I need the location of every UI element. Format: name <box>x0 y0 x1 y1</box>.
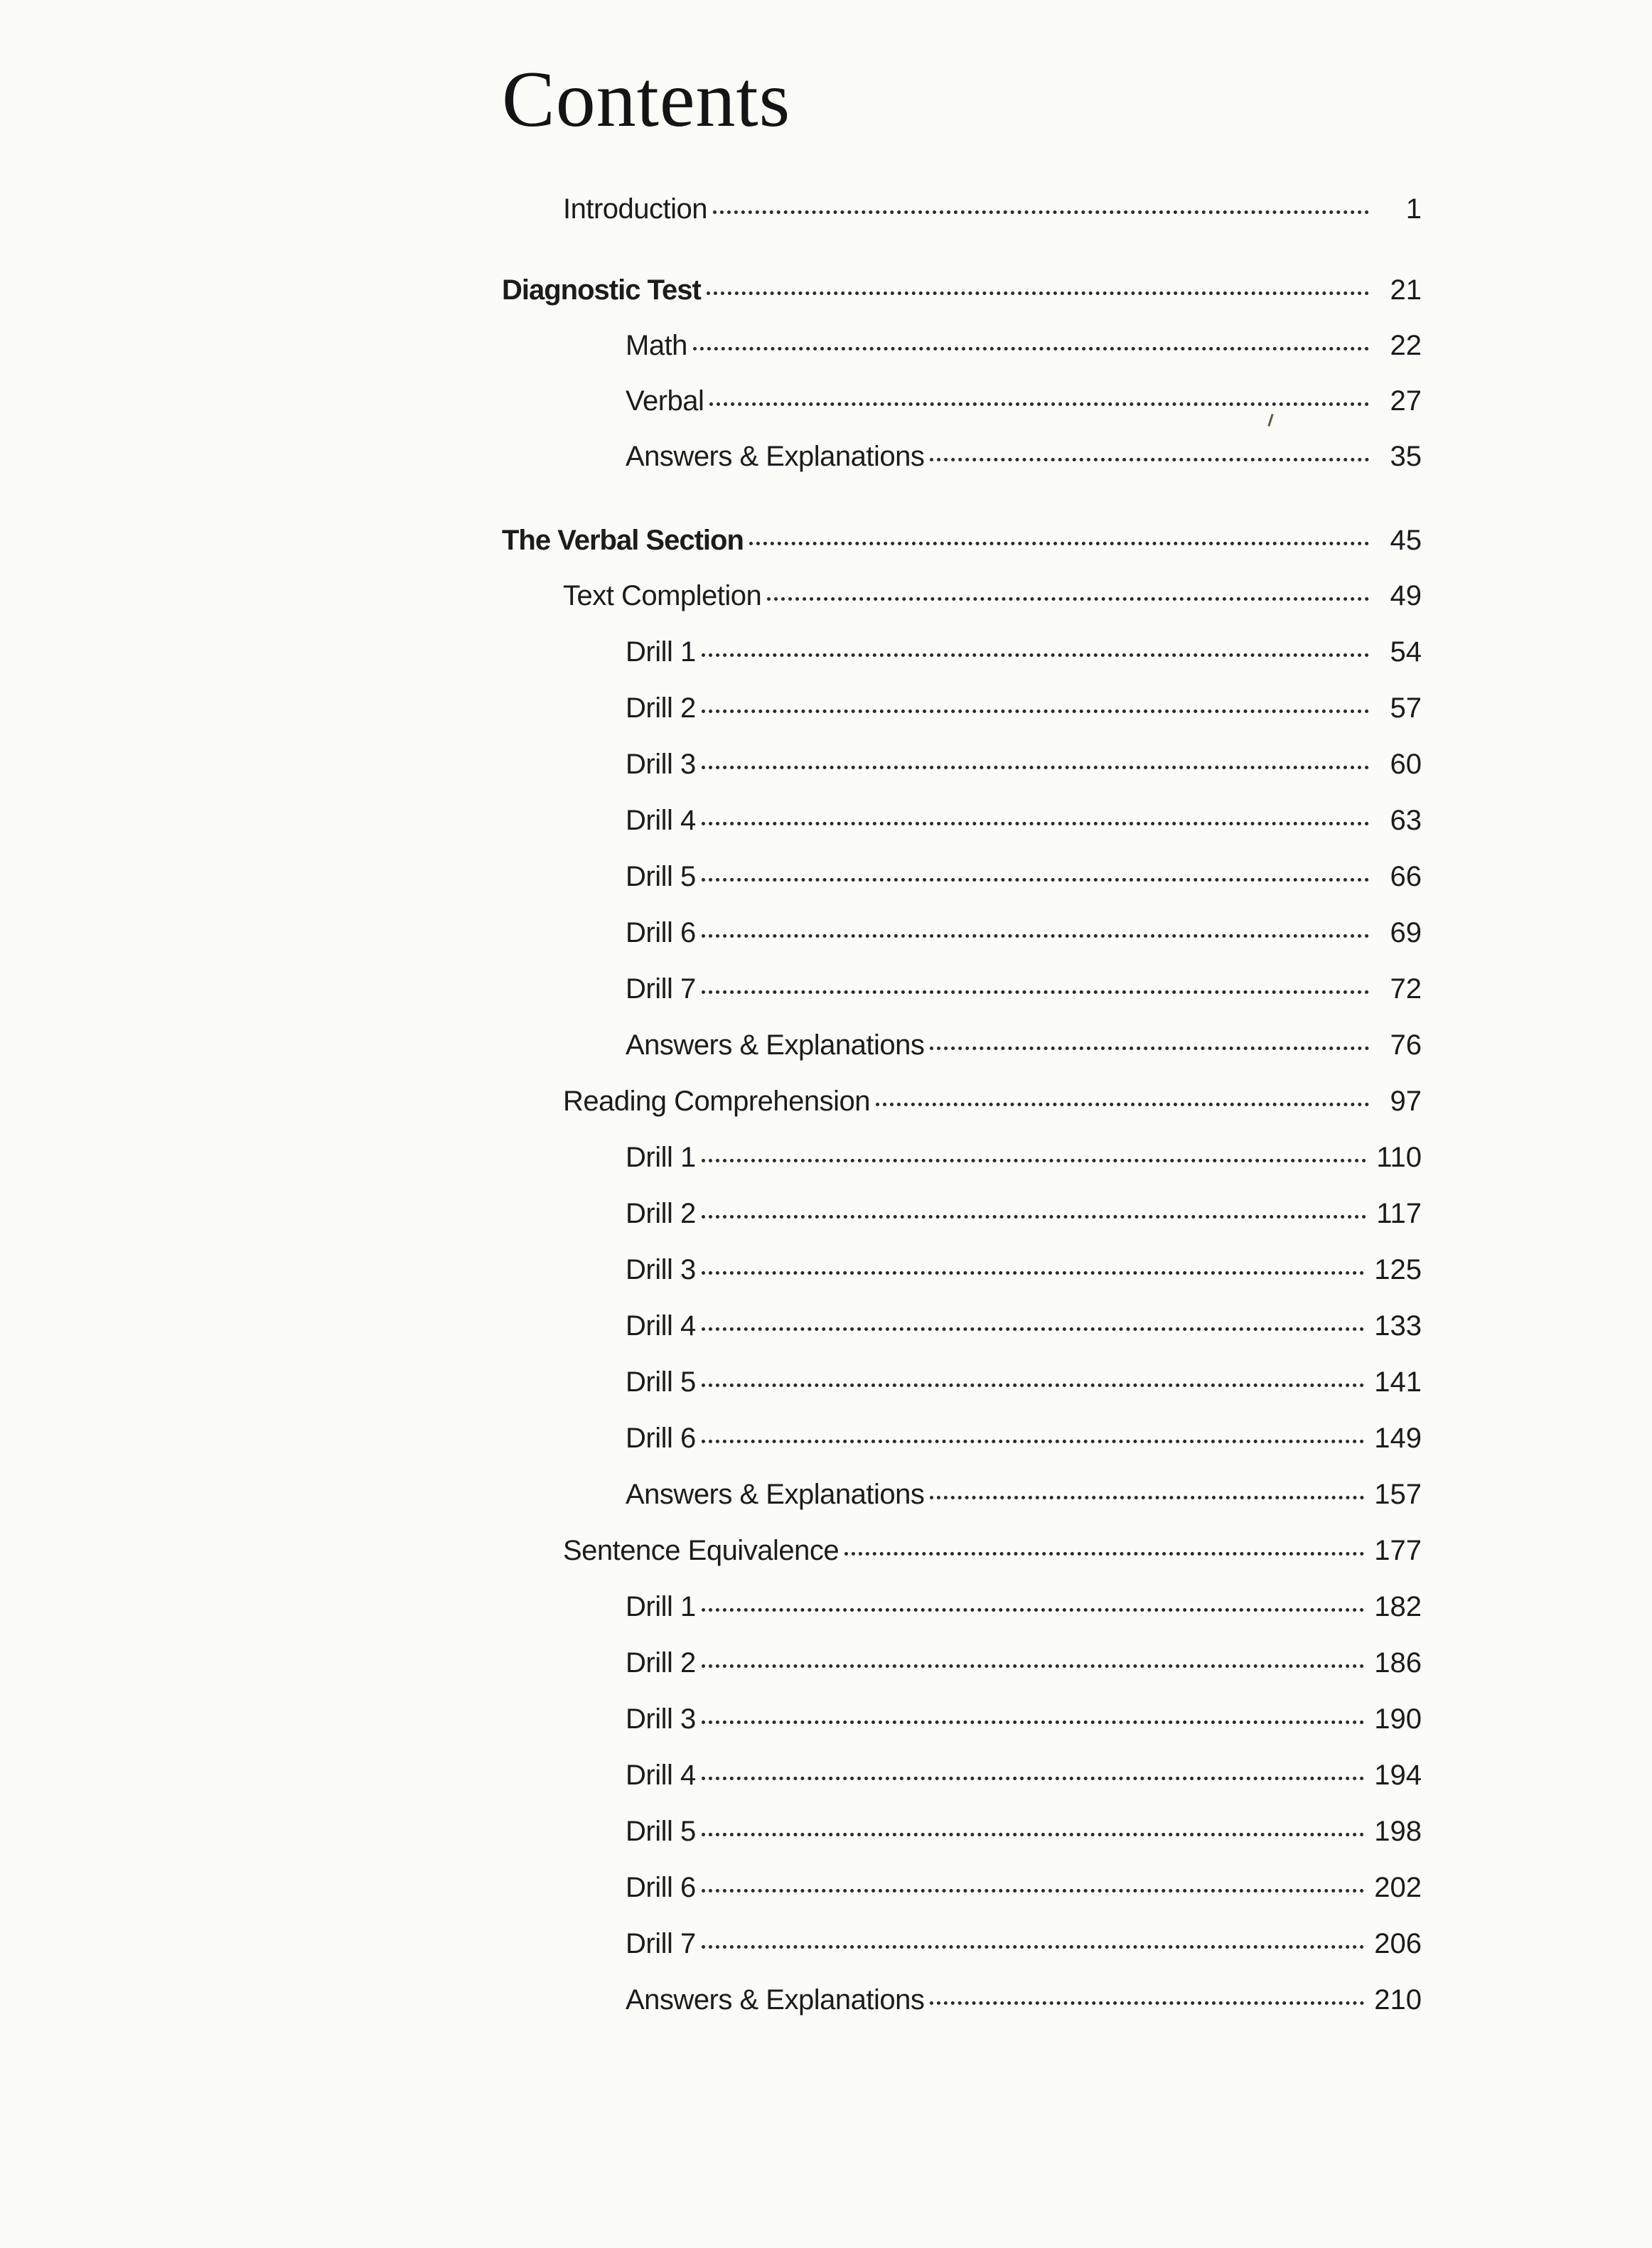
toc-entry-page: 182 <box>1374 1591 1422 1622</box>
toc-entry-verbal[interactable] <box>626 378 1422 424</box>
dot-leader <box>930 458 1369 461</box>
toc-entry-page: 27 <box>1390 385 1422 417</box>
toc-entry-label: Drill 6 <box>626 917 696 948</box>
dot-leader <box>713 210 1369 214</box>
toc-entry-introduction[interactable] <box>563 186 1422 232</box>
toc-entry-label: Drill 1 <box>626 636 696 668</box>
toc-entry-page: 66 <box>1390 861 1422 892</box>
toc-section-diagnostic-test[interactable] <box>502 267 1422 313</box>
toc-entry-label: Math <box>626 330 687 361</box>
toc-entry-drill[interactable] <box>626 798 1422 843</box>
toc-entry-label: Introduction <box>563 193 708 225</box>
toc-entry-label: Drill 6 <box>626 1423 696 1454</box>
dot-leader <box>702 653 1369 657</box>
toc-entry-label: Answers & Explanations <box>626 441 925 472</box>
toc-entry-page: 60 <box>1390 749 1422 780</box>
toc-entry-page: 206 <box>1374 1928 1422 1959</box>
dot-leader <box>707 291 1369 295</box>
toc-entry-page: 63 <box>1390 805 1422 836</box>
toc-entry-drill[interactable] <box>626 629 1422 675</box>
toc-entry-drill[interactable] <box>626 910 1422 956</box>
toc-entry-page: 198 <box>1374 1816 1422 1847</box>
toc-entry-drill[interactable] <box>626 1247 1422 1292</box>
toc-entry-label: Answers & Explanations <box>626 1479 925 1510</box>
toc-entry-answers[interactable] <box>626 1977 1422 2023</box>
dot-leader <box>702 1664 1365 1668</box>
toc-entry-page: 141 <box>1374 1366 1422 1398</box>
toc-entry-label: Drill 3 <box>626 749 696 780</box>
toc-entry-drill[interactable] <box>626 742 1422 787</box>
toc-entry-page: 125 <box>1374 1254 1422 1285</box>
toc-entry-label: Text Completion <box>563 580 762 611</box>
toc-entry-drill[interactable] <box>626 966 1422 1012</box>
toc-entry-label: Drill 6 <box>626 1872 696 1903</box>
toc-entry-page: 110 <box>1376 1142 1422 1173</box>
dot-leader <box>702 1608 1365 1612</box>
toc-entry-label: Drill 4 <box>626 805 696 836</box>
toc-entry-page: 210 <box>1374 1984 1422 2016</box>
toc-entry-drill[interactable] <box>626 1415 1422 1461</box>
toc-entry-label: Drill 7 <box>626 973 696 1005</box>
dot-leader <box>709 402 1369 406</box>
dot-leader <box>702 1383 1365 1387</box>
toc-entry-label: Drill 3 <box>626 1703 696 1735</box>
toc-entry-page: 1 <box>1405 193 1422 225</box>
toc-entry-drill[interactable] <box>626 1303 1422 1349</box>
toc-entry-label: Drill 1 <box>626 1142 696 1173</box>
dot-leader <box>930 1496 1364 1499</box>
dot-leader <box>702 766 1369 769</box>
toc-entry-label: Drill 2 <box>626 1647 696 1679</box>
toc-entry-drill[interactable] <box>626 1809 1422 1854</box>
toc-entry-drill[interactable] <box>626 1696 1422 1742</box>
dot-leader <box>702 1833 1365 1836</box>
toc-entry-page: 202 <box>1374 1872 1422 1903</box>
toc-entry-label: The Verbal Section <box>502 525 744 556</box>
toc-entry-drill[interactable] <box>626 1640 1422 1686</box>
toc-entry-drill[interactable] <box>626 1584 1422 1629</box>
dot-leader <box>702 1215 1366 1219</box>
toc-entry-drill[interactable] <box>626 1135 1422 1180</box>
dot-leader <box>702 1327 1365 1331</box>
toc-entry-label: Drill 4 <box>626 1760 696 1791</box>
dot-leader <box>767 597 1369 601</box>
dot-leader <box>693 347 1369 350</box>
toc-entry-page: 133 <box>1374 1310 1422 1342</box>
dot-leader <box>930 2001 1364 2005</box>
toc-entry-label: Reading Comprehension <box>563 1086 870 1117</box>
toc-entry-label: Drill 2 <box>626 692 696 724</box>
dot-leader <box>702 1777 1365 1780</box>
toc-entry-answers[interactable] <box>626 1022 1422 1068</box>
toc-entry-page: 69 <box>1390 917 1422 948</box>
dot-leader <box>702 1271 1365 1275</box>
dot-leader <box>844 1552 1364 1556</box>
toc-entry-drill[interactable] <box>626 854 1422 899</box>
dot-leader <box>702 990 1369 994</box>
toc-entry-math[interactable] <box>626 323 1422 368</box>
toc-entry-label: Answers & Explanations <box>626 1029 925 1061</box>
toc-entry-sentence-equivalence[interactable] <box>563 1528 1422 1573</box>
toc-entry-drill[interactable] <box>626 1752 1422 1798</box>
toc-entry-drill[interactable] <box>626 1191 1422 1236</box>
toc-entry-page: 49 <box>1390 580 1422 611</box>
toc-entry-page: 117 <box>1376 1198 1422 1229</box>
toc-entry-page: 76 <box>1390 1029 1422 1061</box>
toc-section-verbal[interactable] <box>502 518 1422 563</box>
toc-entry-drill[interactable] <box>626 1359 1422 1405</box>
dot-leader <box>930 1047 1369 1050</box>
toc-entry-page: 54 <box>1390 636 1422 668</box>
toc-entry-page: 45 <box>1390 525 1422 556</box>
dot-leader <box>749 542 1369 545</box>
toc-entry-label: Verbal <box>626 385 704 417</box>
toc-entry-page: 194 <box>1374 1760 1422 1791</box>
toc-entry-label: Sentence Equivalence <box>563 1535 840 1566</box>
dot-leader <box>702 1945 1365 1949</box>
toc-entry-label: Drill 5 <box>626 1366 696 1398</box>
toc-entry-label: Drill 5 <box>626 1816 696 1847</box>
toc-entry-text-completion[interactable] <box>563 573 1422 619</box>
toc-entry-page: 57 <box>1390 692 1422 724</box>
dot-leader <box>702 1720 1365 1724</box>
toc-entry-page: 22 <box>1390 330 1422 361</box>
dot-leader <box>702 1440 1365 1443</box>
dot-leader <box>702 878 1369 882</box>
toc-entry-label: Diagnostic Test <box>502 274 701 306</box>
dot-leader <box>702 822 1369 825</box>
toc-entry-label: Drill 4 <box>626 1310 696 1342</box>
toc-entry-page: 35 <box>1390 441 1422 472</box>
dot-leader <box>702 1889 1365 1893</box>
dot-leader <box>702 1159 1366 1162</box>
toc-entry-label: Drill 1 <box>626 1591 696 1622</box>
toc-entry-page: 149 <box>1374 1423 1422 1454</box>
dot-leader <box>702 934 1369 938</box>
toc-entry-page: 21 <box>1390 274 1422 306</box>
toc-entry-page: 177 <box>1374 1535 1422 1566</box>
toc-entry-label: Drill 5 <box>626 861 696 892</box>
toc-entry-label: Drill 7 <box>626 1928 696 1959</box>
toc-entry-page: 190 <box>1374 1703 1422 1735</box>
toc-entry-label: Drill 3 <box>626 1254 696 1285</box>
toc-entry-page: 72 <box>1390 973 1422 1005</box>
toc-entry-drill[interactable] <box>626 685 1422 731</box>
toc-entry-label: Drill 2 <box>626 1198 696 1229</box>
toc-entry-page: 97 <box>1390 1086 1422 1117</box>
toc-entry-diagnostic-answers[interactable] <box>626 434 1422 479</box>
toc-entry-drill[interactable] <box>626 1921 1422 1966</box>
dot-leader <box>702 710 1369 713</box>
toc-entry-answers[interactable] <box>626 1472 1422 1517</box>
toc-entry-drill[interactable] <box>626 1865 1422 1910</box>
toc-entry-page: 157 <box>1374 1479 1422 1510</box>
toc-entry-label: Answers & Explanations <box>626 1984 925 2016</box>
dot-leader <box>876 1103 1369 1106</box>
toc-entry-page: 186 <box>1374 1647 1422 1679</box>
toc-entry-reading-comprehension[interactable] <box>563 1078 1422 1124</box>
page-title: Contents <box>502 55 791 144</box>
